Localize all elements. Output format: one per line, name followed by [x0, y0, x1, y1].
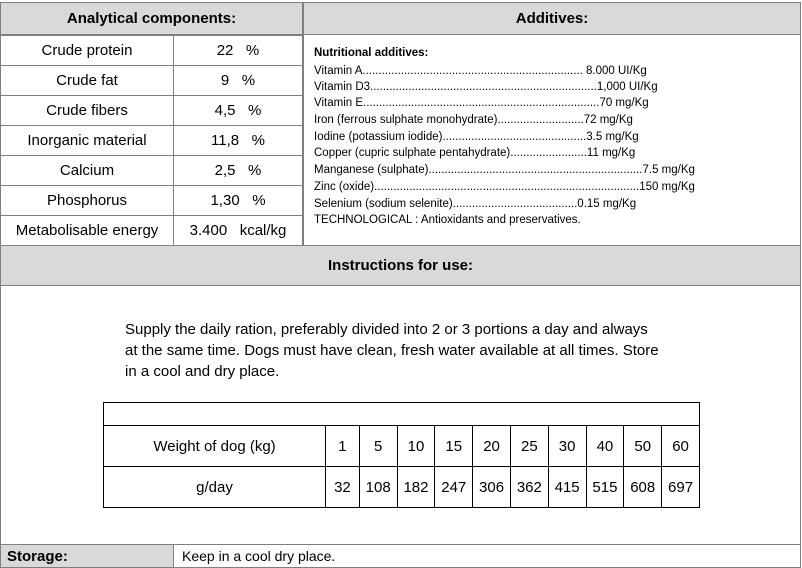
additive-line: Selenium (sodium selenite).......................................0.15 mg/Kg: [314, 198, 637, 210]
analytical-unit: %: [248, 162, 262, 179]
analytical-label-cell: [0, 95, 174, 126]
weight-value: 1: [326, 426, 360, 467]
analytical-header-label: Analytical components:: [66, 10, 237, 27]
gday-value: 247: [435, 467, 473, 508]
instructions-line: in a cool and dry place.: [125, 363, 280, 380]
weight-value: 15: [435, 426, 473, 467]
analytical-label-cell: [0, 65, 174, 96]
storage-value: Keep in a cool dry place.: [182, 548, 336, 564]
analytical-unit: %: [252, 192, 266, 209]
feeding-table-gday-row: [104, 467, 700, 508]
additive-line: Vitamin A..................................................................... 8.000 UI/Kg: [314, 65, 647, 77]
additives-box: [303, 34, 801, 246]
gday-value: 108: [359, 467, 397, 508]
gday-value: 306: [473, 467, 511, 508]
additive-line: Vitamin D3.......................................................................1,000 UI/Kg: [314, 81, 658, 93]
gday-value: 608: [624, 467, 662, 508]
weight-value: 30: [548, 426, 586, 467]
feeding-table: [103, 402, 700, 508]
additive-line: TECHNOLOGICAL : Antioxidants and preservatives.: [314, 214, 581, 226]
feeding-table-blank-cell: [104, 403, 700, 426]
weight-value: 50: [624, 426, 662, 467]
analytical-value: 2,5: [214, 162, 236, 179]
instructions-header-label: Instructions for use:: [327, 257, 473, 274]
gday-value: 515: [586, 467, 624, 508]
analytical-label-cell: [0, 35, 174, 66]
analytical-value: 1,30: [210, 192, 240, 209]
analytical-label: Metabolisable energy: [15, 222, 159, 239]
weight-value: 5: [359, 426, 397, 467]
analytical-value-cell: [173, 125, 303, 156]
feeding-table-blank-row: [104, 403, 700, 426]
analytical-value: 4,5: [214, 102, 236, 119]
additive-line: Manganese (sulphate)...................................................................7.5 mg/Kg: [314, 164, 695, 176]
analytical-label-cell: [0, 185, 174, 216]
additive-line: Vitamin E..........................................................................70 mg/Kg: [314, 97, 649, 109]
gday-label: g/day: [104, 467, 326, 508]
analytical-label-cell: [0, 155, 174, 186]
gday-value: 182: [397, 467, 435, 508]
analytical-value: 22: [216, 42, 234, 59]
analytical-unit: kcal/kg: [239, 222, 287, 239]
analytical-value: 9: [220, 72, 230, 89]
analytical-value-cell: [173, 95, 303, 126]
analytical-label-cell: [0, 125, 174, 156]
analytical-value-cell: [173, 215, 303, 246]
additives-header: [303, 2, 801, 35]
additive-line: Zinc (oxide)...................................................................................150 mg/Kg: [314, 181, 695, 193]
additive-line: Copper (cupric sulphate pentahydrate)........................11 mg/Kg: [314, 147, 636, 159]
gday-value: 415: [548, 467, 586, 508]
analytical-value: 3.400: [189, 222, 228, 239]
analytical-label-cell: [0, 215, 174, 246]
analytical-label: Phosphorus: [46, 192, 128, 209]
gday-value: 32: [326, 467, 360, 508]
analytical-label: Crude protein: [41, 42, 133, 59]
weight-value: 25: [510, 426, 548, 467]
analytical-unit: %: [251, 132, 265, 149]
analytical-label: Crude fibers: [46, 102, 128, 119]
storage-label-cell: [0, 544, 174, 568]
analytical-label: Crude fat: [56, 72, 118, 89]
analytical-unit: %: [248, 102, 262, 119]
analytical-label: Calcium: [59, 162, 115, 179]
analytical-value-cell: [173, 185, 303, 216]
instructions-line: at the same time. Dogs must have clean, fresh water available at all times. Store: [125, 342, 659, 359]
storage-value-cell: [173, 544, 801, 568]
instructions-header: [0, 245, 801, 286]
weight-label: Weight of dog (kg): [104, 426, 326, 467]
weight-value: 20: [473, 426, 511, 467]
instructions-line: Supply the daily ration, preferably divided into 2 or 3 portions a day and always: [125, 321, 648, 338]
additive-line: Iodine (potassium iodide).............................................3.5 mg/Kg: [314, 131, 639, 143]
weight-value: 10: [397, 426, 435, 467]
additives-header-label: Additives:: [515, 10, 589, 27]
weight-value: 60: [662, 426, 700, 467]
analytical-value: 11,8: [211, 132, 240, 149]
instructions-body: [0, 285, 801, 545]
analytical-value-cell: [173, 35, 303, 66]
weight-value: 40: [586, 426, 624, 467]
additives-subtitle: Nutritional additives:: [314, 47, 429, 59]
additive-line: Iron (ferrous sulphate monohydrate)...........................72 mg/Kg: [314, 114, 633, 126]
gday-value: 697: [662, 467, 700, 508]
analytical-header: [0, 2, 303, 35]
gday-value: 362: [510, 467, 548, 508]
storage-label: Storage:: [7, 547, 68, 565]
instructions-text: [125, 319, 659, 382]
analytical-label: Inorganic material: [27, 132, 147, 149]
analytical-unit: %: [241, 72, 256, 89]
feeding-table-weight-row: [104, 426, 700, 467]
analytical-unit: %: [245, 42, 260, 59]
analytical-value-cell: [173, 155, 303, 186]
analytical-value-cell: [173, 65, 303, 96]
